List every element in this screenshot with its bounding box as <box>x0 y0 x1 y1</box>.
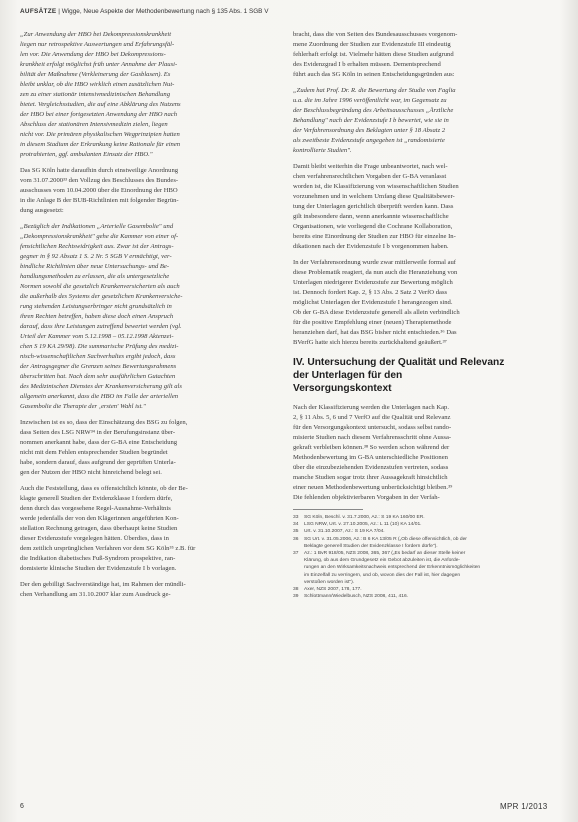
text-line: chen S 19 KA 29/98). Die summarische Prüfung des medizi- <box>20 343 179 350</box>
text-line: dieser Evidenzstufe vorgelegen hätten. Überdies, dass in <box>20 535 169 542</box>
text-line: gegner in § 92 Absatz 1 S. 2 Nr. 5 SGB V ermächtigt, ver- <box>20 253 172 260</box>
text-line: Inzwischen ist es so, dass der Einschätzung des BSG zu folgen, <box>20 419 188 426</box>
footnote <box>293 579 555 586</box>
footnotes <box>293 514 555 600</box>
footnote-text: Az.: 1 BvR 918/05, NZS 2008, 365, 367 („Es bedarf an dieser Stelle keiner <box>304 550 466 556</box>
text-line: krankheit erfolgt möglichst früh unter Annahme der Plausi- <box>20 61 178 68</box>
block-quote <box>20 30 282 160</box>
text-line: bracht, dass die von Seiten des Bundesausschusses vorgenom- <box>293 31 458 38</box>
page-number: 6 <box>20 803 24 810</box>
text-line: bereits eine Einordnung der Studien zur HBO für einzelne In- <box>293 233 456 240</box>
text-line: mene Zuordnung der Studien zur Evidenzstufe III eindeutig <box>293 41 451 48</box>
footnote-divider <box>293 509 363 510</box>
text-line: überschritten hat. Nach dem sehr ausführlichen Gutachten <box>20 373 176 380</box>
footnote <box>293 593 555 600</box>
text-line: möglichst Unterlagen der Evidenzstufe I herangezogen sind. <box>293 299 453 306</box>
footnote <box>293 543 555 550</box>
heading-line: der Unterlagen für den <box>293 370 403 381</box>
text-line: BVerfG hatte sich hierzu bereits zurückhaltend geäußert.³⁷ <box>293 339 447 346</box>
text-line: stellation Rechnung getragen, dass überhaupt keine Studien <box>20 525 178 532</box>
text-line: In der Verfahrensordnung wurde zwar mittlerweile formal auf <box>293 259 457 266</box>
footnote <box>293 572 555 579</box>
paragraph <box>293 258 555 348</box>
text-line: dass Seiten des LSG NRW³⁴ in der Berufungsinstanz über- <box>20 429 176 436</box>
text-line: des Medizinischen Dienstes der Krankenversicherung gilt als <box>20 383 182 390</box>
journal-issue: MPR 1/2013 <box>500 802 548 811</box>
text-line: Auch die Feststellung, dass es offensichtlich könnte, ob der Be- <box>20 485 188 492</box>
footnote-text: Beklagte generell Studien der Evidenzklasse I fordern dürfe"). <box>304 543 438 549</box>
paragraph <box>293 403 555 503</box>
text-line: Ob der G-BA diese Evidenzstufe generell als allein verbindlich <box>293 309 460 316</box>
text-line: Unterlagen niedrigerer Evidenzstufe zur Bewertung möglich <box>293 279 453 286</box>
footnote <box>293 536 555 543</box>
text-line: Die fehlenden objektivierbaren Vorgaben in der Verfah- <box>293 494 440 501</box>
text-line: nicht mit dem Fehlen entsprechender Studien begründet <box>20 449 168 456</box>
text-line: gilt insbesondere dann, wenn anerkannte wissenschaftliche <box>293 213 449 220</box>
block-quote <box>20 222 282 412</box>
footnote <box>293 528 555 535</box>
header-separator: | <box>58 8 60 15</box>
footnote-number: 35 <box>293 529 299 535</box>
text-line: fensichtlichen Rechtswidrigkeit aus. Zwar ist der Antrags- <box>20 243 174 250</box>
text-line: chen Verhandlung am 31.10.2007 klar zum Ausdruck ge- <box>20 591 171 598</box>
text-line: Abschluss der stationären Intensivmedizin zielen, liegen <box>20 121 168 128</box>
text-line: 2, § 11 Abs. 5, 6 und 7 VerfO auf die Qualität und Relevanz <box>293 414 451 421</box>
text-line: misierte Studien nach diesem Verfahrensschritt ohne Aussa- <box>293 434 452 441</box>
paragraph <box>20 580 282 600</box>
text-line: protrahierten, ggf. ambulanten Einsatz der HBO." <box>20 151 153 158</box>
text-line: Normen sowohl die gesetzlich Krankenversicherten als auch <box>20 283 180 290</box>
text-line: dem zeitlich ursprünglichen Verfahren vor dem SG Köln³⁵ z.B. für <box>20 545 196 552</box>
text-line: für den Versorgungskontext untersucht, sodass selbst rando- <box>293 424 452 431</box>
footnote-text: rungen an den Wirksamkeitsnachweis entsprechend der Erkenntnismöglichkeiten <box>304 565 481 571</box>
footnote <box>293 521 555 528</box>
text-line: diese Problematik reagiert, da nun auch die Heranziehung von <box>293 269 458 276</box>
footnote-text: SG Urt. v. 31.05.2006, Az.: B 6 KA 13/05 R („Ob diese offensichtlich, ob der <box>304 536 467 542</box>
text-line: kontrollierte Studien". <box>293 147 352 154</box>
text-line: des Evidenzgrad I b erhalten müssen. Dementsprechend <box>293 61 441 68</box>
text-line: „Bezüglich der Indikationen „Arterielle Gasembolie" und <box>20 223 174 230</box>
footnote-number: 37 <box>293 550 299 556</box>
footnote-text: Axer, NZS 2007, 178, 177. <box>304 586 362 592</box>
block-quote <box>293 86 555 156</box>
text-line: die Indikation diabetisches Fuß-Syndrom prospektive, ran- <box>20 555 176 562</box>
text-line: Organisationen, wie vorliegend die Cochrane Kollaboration, <box>293 223 453 230</box>
text-line: in diesem Stadium der Erkrankung keine Rationale für einen <box>20 141 181 148</box>
footnote <box>293 550 555 557</box>
text-line: Nach der Klassifizierung werden die Unterlagen nach Kap. <box>293 404 449 411</box>
text-line: manche Studien sogar trotz ihrer Aussagekraft hinsichtlich <box>293 474 448 481</box>
footnote <box>293 564 555 571</box>
footnote <box>293 514 555 521</box>
footnote-text: LSG NRW, Urt. v. 27.10.2005, Az.: L 11 (10) KA 14/01. <box>304 522 422 528</box>
text-line: nisch-wissenschaftlichen Sachverhaltes ergibt jedoch, dass <box>20 353 176 360</box>
text-line: darauf, dass ihre Leistungen zutreffend bewertet werden (vgl. <box>20 323 182 330</box>
running-header <box>20 7 560 16</box>
footnote <box>293 557 555 564</box>
text-line: rung stehenden Leistungserbringer nicht grundsätzlich in <box>20 303 172 310</box>
text-line: vorzunehmen und in welchem Umfang diese Qualitätsbewer- <box>293 193 455 200</box>
paragraph <box>20 166 282 216</box>
text-line: chen verfahrensrechtlichen Vorgaben der G-BA veranlasst <box>293 173 447 180</box>
footnote-text: SG Köln, Beschl. v. 31.7.2000, Az.: S 19 KA 160/00 ER. <box>304 515 425 520</box>
text-line: Gasembolie die Therapie der ‚ersten' Wahl ist." <box>20 403 146 410</box>
right-column-lower-text <box>293 403 555 503</box>
text-line: „Dekompressionskrankheit" gehe die Kammer von einer of- <box>20 233 179 240</box>
text-line: handlungsmethoden zu erlassen, die als untergesetzliche <box>20 273 170 280</box>
text-line: Methodenbewertung im G-BA unterschiedliche Positionen <box>293 454 448 461</box>
text-line: liegen nur retrospektive Auswertungen und Erfahrungsfäl- <box>20 41 175 48</box>
heading-line: Versorgungskontext <box>293 383 392 394</box>
text-line: der Antragsgegner die Grenzen seines Bewertungsrahmens <box>20 363 177 370</box>
text-line: heranziehen darf, hat das BSG bisher nicht entschieden.³⁶ Das <box>293 329 457 336</box>
text-line: nommen anerkannt habe, dass der G-BA eine Entscheidung <box>20 439 178 446</box>
text-line: habe, sondern darauf, dass aufgrund der geprüften Unterla- <box>20 459 176 466</box>
text-line: „Zudem hat Prof. Dr. R. die Bewertung der Studie von Faglia <box>293 87 456 94</box>
text-line: gen der Nutzen der HBO nicht hinreichend belegt sei. <box>20 469 162 476</box>
text-line: ausschusses vom 10.04.2000 über die Einordnung der HBO <box>20 187 178 194</box>
text-line: len vor. Die Anwendung der HBO bei Dekompressions- <box>20 51 166 58</box>
paragraph <box>293 30 555 80</box>
text-line: fehlerhaft erfolgt ist. Vielmehr hätten diese Studien aufgrund <box>293 51 454 58</box>
text-line: einer neuen Methodenbewertung unberücksichtigt bleiben.³⁹ <box>293 484 453 491</box>
footnote <box>293 586 555 593</box>
text-line: in die Anlage B der BUB-Richtlinien mit folgender Begrün- <box>20 197 179 204</box>
text-line: bleibt unklar, ob die HBO wirklich einen zusätzlichen Nut- <box>20 81 175 88</box>
text-line: bindliche Richtlinien über neue Untersuchungs- und Be- <box>20 263 170 270</box>
footnote-number: 36 <box>293 536 299 542</box>
footnote-text: Schlottmann/Wiedelbusch, NZS 2008, 411, 416. <box>304 594 409 600</box>
text-line: vom 31.07.2000³³ den Vollzug des Beschlusses des Bundes- <box>20 177 179 184</box>
right-column-upper-text <box>293 30 555 348</box>
text-line: der HBO bei einer fortgesetzten Anwendung der HBO nach <box>20 111 178 118</box>
footnote-text: Klärung, ob aus dem Grundgesetz ein Gebot abzuleiten ist, die Anforde- <box>304 558 461 564</box>
footnote-text: verstoßen worden ist"). <box>304 579 355 585</box>
header-title: Wigge, Neue Aspekte der Methodenbewertung nach § 135 Abs. 1 SGB V <box>61 8 269 15</box>
footnote-number: 39 <box>293 594 299 600</box>
text-line: bietet. Vergleichsstudien, die auf eine Abklärung des Nutzens <box>20 101 181 108</box>
text-line: domisierte klinische Studien der Evidenzstufe I b vorlagen. <box>20 565 177 572</box>
text-line: für die positive Empfehlung einer (neuen) Therapiemethode <box>293 319 452 326</box>
text-line: werde jedenfalls der von den Klägerinnen angeführten Kon- <box>20 515 179 522</box>
text-line: tung der Unterlagen gerichtlich überprüft werden kann. Dass <box>293 203 454 210</box>
text-line: dung ausgesetzt: <box>20 207 64 214</box>
footnote-text: im Einzelfall zu verringern, und ob, wovon dies der Fall ist, hier dagegen <box>304 572 461 578</box>
text-line: denn durch das vorgesehene Regel-Ausnahme-Verhältnis <box>20 505 171 512</box>
footnote-text: Urt. v. 31.10.2007, Az.: S 19 KA 7/04. <box>304 529 385 535</box>
footnote-number: 34 <box>293 522 299 528</box>
text-line: Urteil der Kammer vom 5.12.1998 – 05.12.1998 Aktenzei- <box>20 333 174 340</box>
left-column <box>20 30 282 606</box>
text-line: die außerhalb des Systems der gesetzlichen Krankenversiche- <box>20 293 183 300</box>
text-line: als zweitbeste Evidenzstufe angegeben ist „randomisierte <box>293 137 445 144</box>
text-line: führt auch das SG Köln in seinen Entscheidungsgründen aus: <box>293 71 455 78</box>
section-label: AUFSÄTZE <box>20 8 57 15</box>
text-line: gekraft verbleiben können.³⁸ So werden schon während der <box>293 444 450 451</box>
paragraph <box>20 418 282 478</box>
footnote-number: 38 <box>293 586 299 592</box>
text-line: Der den gebilligt Sachverständige hat, im Rahmen der mündli- <box>20 581 186 588</box>
paragraph <box>293 162 555 252</box>
paragraph <box>20 484 282 574</box>
text-line: der Beschlussbegründung des Arbeitsausschusses „Ärztliche <box>293 107 454 114</box>
text-line: der Verfahrensordnung des Beklagten unter § 18 Absatz 2 <box>293 127 446 134</box>
text-line: worden ist, die Klassifizierung von wissenschaftlichen Studien <box>293 183 459 190</box>
footnote-number: 33 <box>293 515 299 520</box>
text-line: Damit bleibt weiterhin die Frage unbeantwortet, nach wel- <box>293 163 448 170</box>
text-line: „Zur Anwendung der HBO bei Dekompressionskrankheit <box>20 31 172 38</box>
section-heading <box>293 356 555 395</box>
text-line: Das SG Köln hatte daraufhin durch einstweilige Anordnung <box>20 167 179 174</box>
text-line: Behandlung" nach der Evidenzstufe I b bewertet, wie sie in <box>293 117 449 124</box>
text-line: ist. Dennoch fordert Kap. 2, § 13 Abs. 2 Satz 2 VerfO dass <box>293 289 448 296</box>
text-line: bilität der Maßnahme (Verkleinerung der Gasblasen). Es <box>20 71 171 78</box>
heading-line: IV. Untersuchung der Qualität und Relevanz <box>293 357 505 368</box>
text-line: nicht vor. Die primären physikalischen Wegprinzipien hatten <box>20 131 180 138</box>
text-line: ihren Rechten betreffen, haben diese doch einen Anspruch <box>20 313 174 320</box>
text-line: dikationen nach der Evidenzstufe I b vorgenommen haben. <box>293 243 449 250</box>
text-line: allgemein anerkannt, dass die HBO im Falle der arteriellen <box>20 393 179 400</box>
text-line: zen zu einer stationär intensivmedizinischen Behandlung <box>20 91 170 98</box>
text-line: klagte generell Studien der Evidenzklasse I fordern dürfe, <box>20 495 173 502</box>
right-column <box>293 30 555 600</box>
text-line: u.a. die im Jahre 1996 veröffentlicht war, im Gegensatz zu <box>293 97 447 104</box>
text-line: über die einzubeziehenden Evidenzstufen vertreten, sodass <box>293 464 449 471</box>
